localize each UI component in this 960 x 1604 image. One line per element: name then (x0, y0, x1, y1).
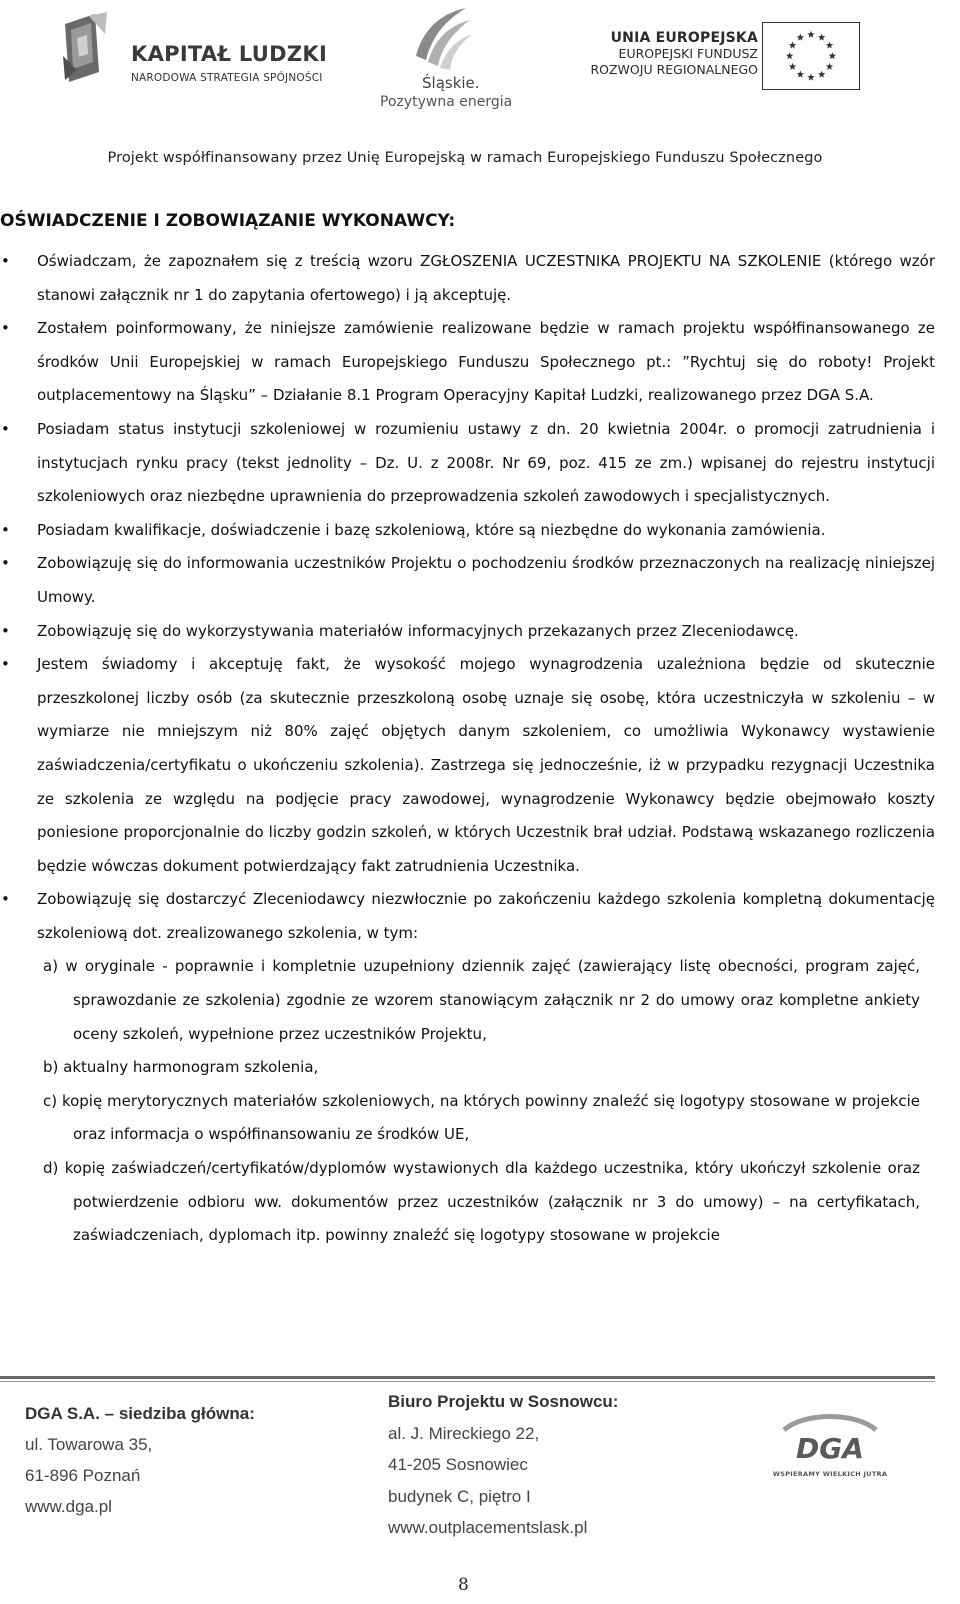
kapital-ludzki-title: KAPITAŁ LUDZKI (131, 42, 328, 66)
documentation-item: d) kopię zaświadczeń/certyfikatów/dyplomów wystawionych dla każdego uczestnika, który ukończył szkolenie oraz potwierdzenie odbioru ww. dokumentów przez uczestników (załącznik nr 3 do umowy) – na certyfikatach, zaświadczeniach, dyplomach itp. powinny znaleźć się logotypy stosowane w projekcie (43, 1159, 920, 1245)
slaskie-emblem-icon (408, 2, 478, 72)
eu-star-icon (786, 52, 793, 59)
declaration-item: • Oświadczam, że zapoznałem się z treścią wzoru ZGŁOSZENIA UCZESTNIKA PROJEKTU NA SZKOLENIE (którego wzór stanowi załącznik nr 1 do zapytania ofertowego) i ją akceptuję. (0, 245, 935, 312)
eu-star-icon (826, 41, 833, 48)
office-city: 41-205 Sosnowiec (388, 1455, 528, 1474)
office-title: Biuro Projektu w Sosnowcu: (388, 1392, 619, 1411)
documentation-item: a) w oryginale - poprawnie i kompletnie uzupełniony dziennik zajęć (zawierający listę obecności, program zajęć, sprawozdanie ze szkolenia) zgodnie ze wzorem stanowiącym załącznik nr 2 do umowy oraz kompletne ankiety oceny szkoleń, wypełnione przez uczestników Projektu, (43, 957, 920, 1043)
hq-title: DGA S.A. – siedziba główna: (25, 1404, 255, 1423)
slaskie-name: Śląskie. (422, 74, 480, 92)
office-website-link[interactable]: www.outplacementslask.pl (388, 1518, 588, 1537)
hq-street: ul. Towarowa 35, (25, 1435, 153, 1454)
documentation-item: c) kopię merytorycznych materiałów szkoleniowych, na których powinny znaleźć się logotypy stosowane w projekcie oraz informacja o współfinansowaniu ze środków UE, (43, 1091, 920, 1144)
kapital-ludzki-emblem-icon (55, 10, 111, 90)
page-header (0, 0, 960, 180)
declaration-item: • Posiadam status instytucji szkoleniowej w rozumieniu ustawy z dn. 20 kwietnia 2004r. o promocji zatrudnienia i instytucjach rynku pracy (tekst jednolity – Dz. U. z 2008r. Nr 69, poz. 415 ze zm.) wpisanej do rejestru instytucji szkoleniowych oraz niezbędne uprawnienia do przeprowadzenia szkoleń zawodowych i specjalistycznych. (0, 413, 935, 514)
declaration-item: • Zostałem poinformowany, że niniejsze zamówienie realizowane będzie w ramach projektu współfinansowanego ze środków Unii Europejskiej w ramach Europejskiego Funduszu Społecznego pt.: ”Rychtuj się do roboty! Projekt outplacementowy na Śląsku” – Działanie 8.1 Program Operacyjny Kapitał Ludzki, realizowanego przez DGA S.A. (0, 312, 935, 413)
eu-star-icon (807, 73, 814, 80)
hq-website-link[interactable]: www.dga.pl (25, 1497, 112, 1516)
documentation-sublist (0, 950, 935, 1252)
eu-flag-icon (762, 22, 860, 90)
slaskie-logo (380, 2, 520, 114)
eu-star-icon (789, 41, 796, 48)
declaration-item: • Jestem świadomy i akceptuję fakt, że wysokość mojego wynagrodzenia uzależniona będzie od skutecznie przeszkolonej liczby osób (za skutecznie przeszkoloną osobę uznaje się osobę, która uczestniczyła w szkoleniu – w wymiarze nie mniejszym niż 80% zajęć objętych danym szkoleniem, co umożliwia Wykonawcy wystawienie zaświadczenia/certyfikatu o ukończeniu szkolenia). Zastrzega się jednocześnie, iż w przypadku rezygnacji Uczestnika ze szkolenia ze względu na podjęcie pracy zawodowej, wynagrodzenie Wykonawcy będzie obejmowało koszty poniesione proporcjonalnie do liczby godzin szkoleń, w których Uczestnik brał udział. Podstawą wskazanego rozliczenia będzie wówczas dokument potwierdzający fakt zatrudnienia Uczestnika. (0, 648, 935, 883)
declaration-item: • Zobowiązuję się do wykorzystywania materiałów informacyjnych przekazanych przez Zleceniodawcę. (0, 615, 935, 649)
eu-fund-line1: EUROPEJSKI FUNDUSZ (618, 46, 758, 61)
documentation-item: b) aktualny harmonogram szkolenia, (43, 1058, 319, 1077)
eu-star-icon (818, 34, 825, 41)
hq-city: 61-896 Poznań (25, 1466, 141, 1485)
eu-fund-line2: ROZWOJU REGIONALNEGO (590, 62, 758, 77)
kapital-ludzki-subtitle: NARODOWA STRATEGIA SPÓJNOŚCI (131, 72, 323, 84)
eu-star-icon (789, 63, 796, 70)
footer-headquarters (25, 1398, 255, 1522)
dga-logo-icon (770, 1408, 890, 1468)
page-number: 8 (458, 1575, 469, 1595)
footer-divider-thin (0, 1381, 935, 1382)
eu-star-icon (807, 31, 814, 38)
eu-star-icon (826, 63, 833, 70)
footer-divider (0, 1376, 935, 1379)
eu-star-icon (797, 34, 804, 41)
eu-star-icon (829, 52, 836, 59)
office-building: budynek C, piętro I (388, 1486, 531, 1506)
declaration-item: • Zobowiązuję się do informowania uczestników Projektu o pochodzeniu środków przeznaczonych na realizację niniejszej Umowy. (0, 547, 935, 614)
declaration-item: • Zobowiązuję się dostarczyć Zleceniodawcy niezwłocznie po zakończeniu każdego szkolenia kompletną dokumentację szkoleniową dot. zrealizowanego szkolenia, w tym: (0, 883, 935, 950)
office-street: al. J. Mireckiego 22, (388, 1423, 540, 1443)
eu-star-icon (797, 71, 804, 78)
dga-logo (770, 1408, 890, 1483)
declaration-item: • Posiadam kwalifikacje, doświadczenie i bazę szkoleniową, które są niezbędne do wykonania zamówienia. (0, 514, 935, 548)
dga-logo-text: DGA (796, 1432, 864, 1465)
footer-project-office (388, 1386, 618, 1544)
eu-logo-text (588, 30, 758, 78)
document-heading: OŚWIADCZENIE I ZOBOWIĄZANIE WYKONAWCY: (0, 211, 456, 231)
cofinancing-statement: Projekt współfinansowany przez Unię Europejską w ramach Europejskiego Funduszu Społecznego (107, 150, 823, 166)
dga-tagline: WSPIERAMY WIELKICH JUTRA (772, 1470, 888, 1478)
eu-title: UNIA EUROPEJSKA (610, 30, 758, 46)
eu-star-icon (818, 71, 825, 78)
slaskie-tagline: Pozytywna energia (380, 94, 513, 110)
declaration-list (0, 245, 935, 950)
kapital-ludzki-logo (55, 10, 345, 90)
document-body (0, 205, 935, 1253)
